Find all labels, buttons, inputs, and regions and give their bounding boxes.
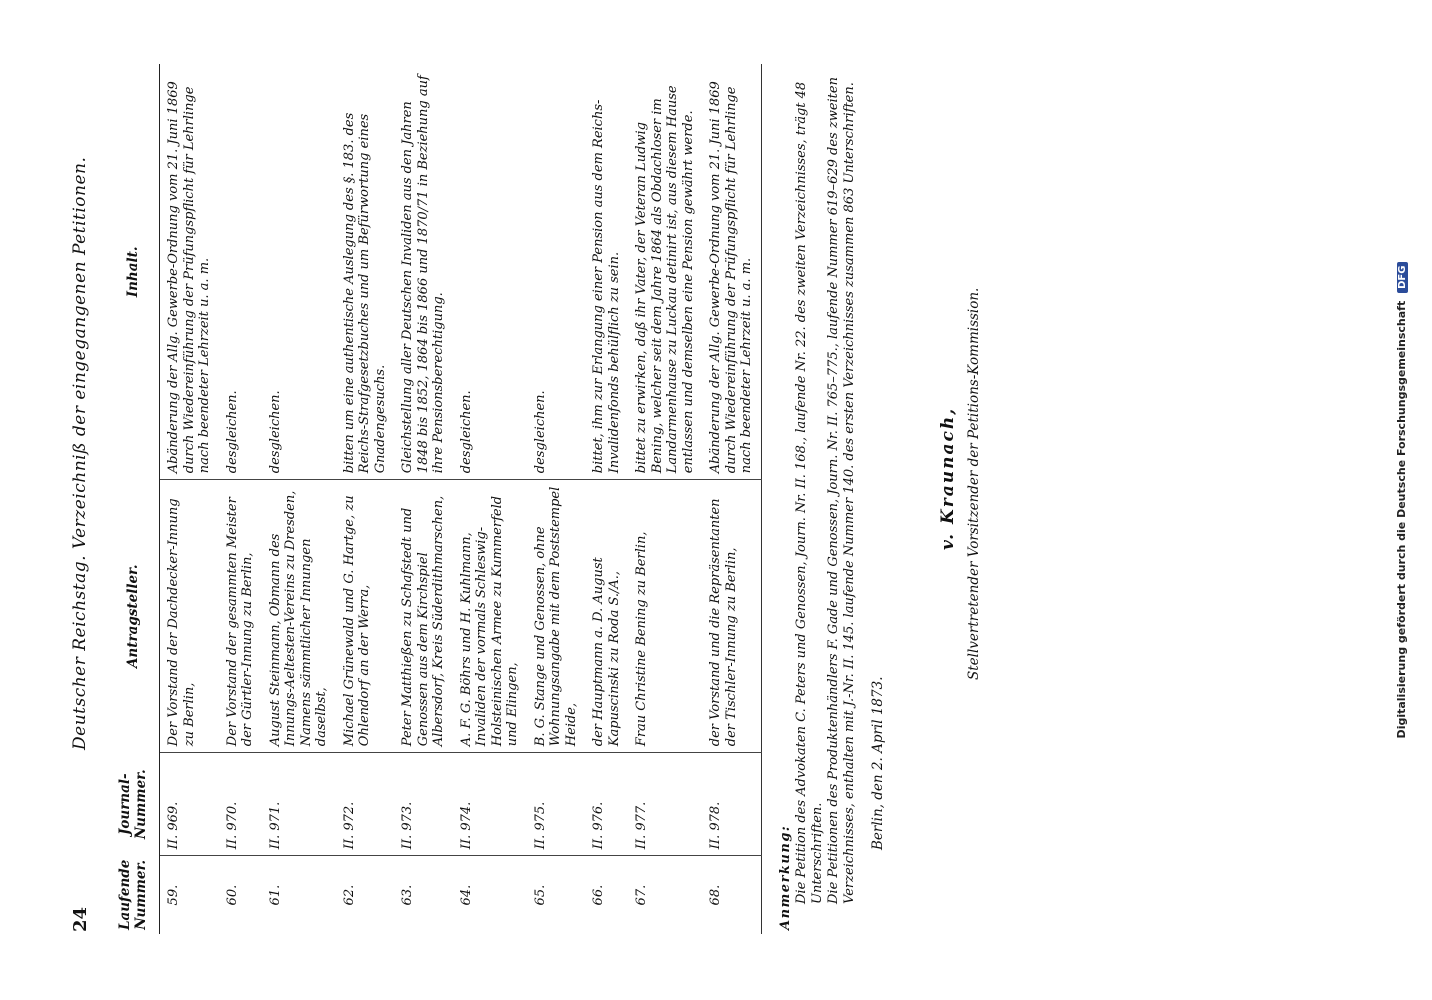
- table-row: [527, 64, 586, 934]
- row-antragsteller: August Steinmann, Obmann des Innungs-Aeltesten-Vereins zu Dresden, Namens sämmtlicher Innungen daselbst,: [262, 480, 336, 753]
- dfg-watermark-text: Digitalisierung gefördert durch die Deutsche Forschungsgemeinschaft: [1395, 300, 1408, 739]
- row-journal: II. 978.: [702, 753, 761, 856]
- row-inhalt: desgleichen.: [262, 64, 336, 480]
- row-antragsteller: Michael Grünewald und G. Hartge, zu Ohlendorf an der Werra,: [336, 480, 395, 753]
- row-nr: 60.: [224, 884, 240, 906]
- row-inhalt: Abänderung der Allg. Gewerbe-Ordnung vom 21. Juni 1869 durch Wiedereinführung der Prüfungspflicht für Lehrlinge nach beendeter Lehrzeit u. a. m.: [160, 64, 219, 480]
- row-nr: 64.: [458, 884, 474, 906]
- row-antragsteller: A. F. G. Böhrs und H. Kuhlmann, Invaliden der vormals Schleswig-Holsteinischen Armee zu Kummerfeld und Elingen,: [453, 480, 527, 753]
- note-line: Die Petitionen des Produktenhändlers F. Gade und Genossen, Journ. Nr. II. 765–775., laufende Nummer 619–629 des zweiten Verzeichnisses, enthalten mit J.-Nr. II. 145. laufende Nummer 140. des ersten Verzeichnisses zusammen 863 Unterschriften.: [826, 77, 857, 904]
- row-nr: 67.: [634, 884, 649, 906]
- page-header: Deutscher Reichstag. Verzeichniß der eingegangenen Petitionen.: [70, 156, 90, 750]
- row-nr: 63.: [400, 884, 415, 906]
- row-journal: II. 975.: [527, 753, 586, 856]
- table-row: [394, 64, 453, 934]
- row-nr: 61.: [267, 884, 283, 906]
- row-inhalt: bittet zu erwirken, daß ihr Vater, der Veteran Ludwig Bening, welcher seit dem Jahre 1864 als Obdachloser im Landarmenhause zu Luckau detinirt ist, aus diesem Hause entlassen und demselben eine Pension gewährt werde.: [628, 64, 702, 480]
- table-row: [628, 64, 702, 934]
- header-nr: Laufende Nummer.: [108, 856, 160, 934]
- row-inhalt: desgleichen.: [453, 64, 527, 480]
- row-nr: 65.: [532, 884, 548, 906]
- row-antragsteller: Frau Christine Bening zu Berlin,: [628, 480, 702, 753]
- header-inhalt: Inhalt.: [108, 64, 160, 480]
- header-journal: Journal-Nummer.: [108, 753, 160, 856]
- row-nr: 68.: [708, 884, 723, 906]
- row-journal: II. 974.: [453, 753, 527, 856]
- table-row: [160, 64, 219, 934]
- row-nr: 62.: [341, 884, 357, 906]
- row-inhalt: Gleichstellung aller Deutschen Invaliden aus den Jahren 1848 bis 1852, 1864 bis 1866 und 1870/71 in Beziehung auf ihre Pensionsberechtigung.: [394, 64, 453, 480]
- notes-title: Anmerkung:: [778, 824, 793, 930]
- row-inhalt: desgleichen.: [527, 64, 586, 480]
- row-nr: 66.: [591, 884, 606, 906]
- table-row: [702, 64, 761, 934]
- row-antragsteller: der Vorstand und die Repräsentanten der Tischler-Innung zu Berlin,: [702, 480, 761, 753]
- date-line: Berlin, den 2. April 1873.: [870, 676, 886, 850]
- row-antragsteller: Der Vorstand der gesammten Meister der Gürtler-Innung zu Berlin,: [219, 480, 262, 753]
- row-inhalt: bittet, ihm zur Erlangung einer Pension aus dem Reichs-Invalidenfonds behülflich zu sein.: [585, 64, 628, 480]
- petitions-table: [108, 64, 762, 934]
- row-journal: II. 970.: [219, 753, 262, 856]
- row-antragsteller: B. G. Stange und Genossen, ohne Wohnungsangabe mit dem Poststempel Heide,: [527, 480, 586, 753]
- row-journal: II. 976.: [585, 753, 628, 856]
- page-number: 24: [70, 906, 91, 932]
- dfg-watermark: [1395, 0, 1408, 1000]
- row-journal: II. 972.: [336, 753, 395, 856]
- table-row: [453, 64, 527, 934]
- row-journal: II. 971.: [262, 753, 336, 856]
- header-antragsteller: Antragsteller.: [108, 480, 160, 753]
- row-journal: II. 977.: [628, 753, 702, 856]
- table-row: [219, 64, 262, 934]
- row-journal: II. 973.: [394, 753, 453, 856]
- signature-name: v. Kraunach,: [938, 406, 958, 550]
- note-line: Die Petition des Advokaten C. Peters und Genossen, Journ. Nr. II. 168., laufende Nr. 22. des zweiten Verzeichnisses, trägt 48 Unterschriften.: [794, 81, 825, 904]
- row-inhalt: Abänderung der Allg. Gewerbe-Ordnung vom 21. Juni 1869 durch Wiedereinführung der Prüfungspflicht für Lehrlinge nach beendeter Lehrzeit u. a. m.: [702, 64, 761, 480]
- row-antragsteller: Peter Matthießen zu Schafstedt und Genossen aus dem Kirchspiel Albersdorf, Kreis Süderdithmarschen,: [394, 480, 453, 753]
- table-row: [336, 64, 395, 934]
- dfg-logo: DFG: [1397, 262, 1408, 293]
- row-nr: 59.: [166, 884, 181, 906]
- row-inhalt: desgleichen.: [219, 64, 262, 480]
- row-antragsteller: der Hauptmann a. D. August Kapuscinski zu Roda S./A.,: [585, 480, 628, 753]
- notes-section: [778, 50, 858, 930]
- table-row: [585, 64, 628, 934]
- table-row: [262, 64, 336, 934]
- row-inhalt: bitten um eine authentische Auslegung des §. 183. des Reichs-Strafgesetzbuches und um Befürwortung eines Gnadengesuchs.: [336, 64, 395, 480]
- signature-role: Stellvertretender Vorsitzender der Petitions-Kommission.: [966, 287, 982, 680]
- table-header-row: [108, 64, 160, 934]
- row-antragsteller: Der Vorstand der Dachdecker-Innung zu Berlin,: [160, 480, 219, 753]
- row-journal: II. 969.: [160, 753, 219, 856]
